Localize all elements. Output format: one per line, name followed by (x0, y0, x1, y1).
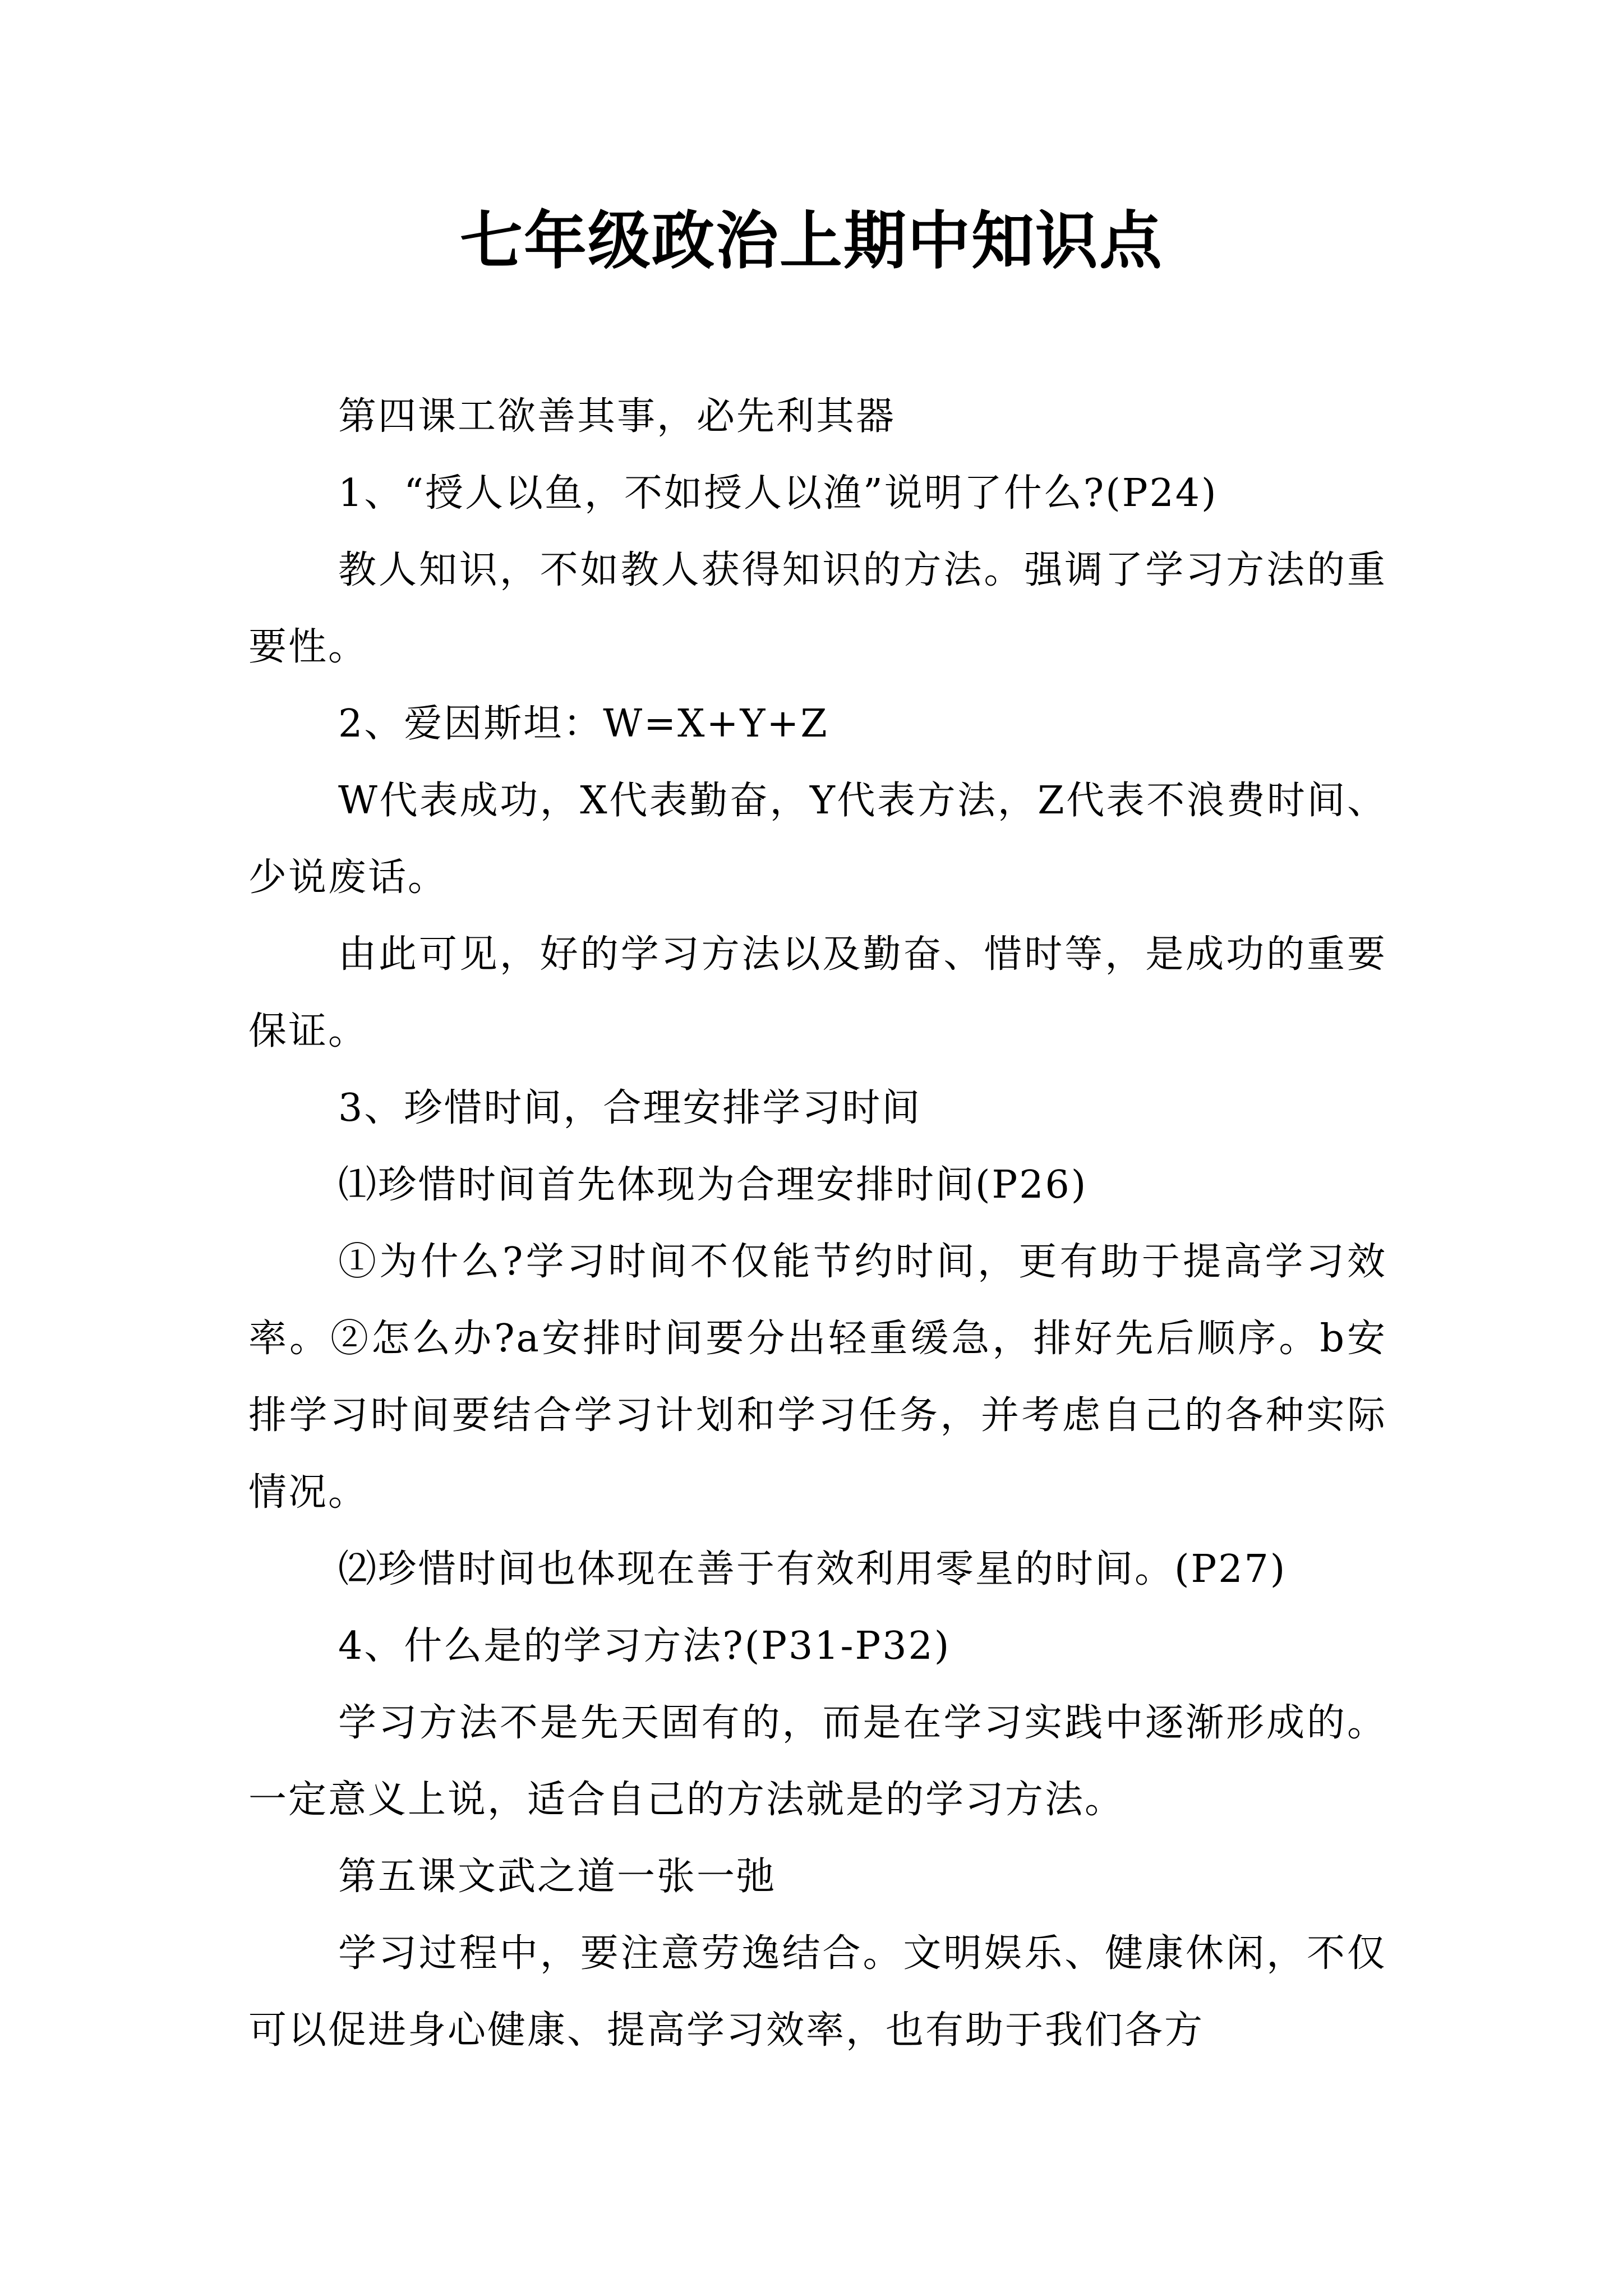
answer-paragraph: 学习过程中，要注意劳逸结合。文明娱乐、健康休闲，不仅可以促进身心健康、提高学习效率，也有助于我们各方 (248, 1931, 1387, 2053)
document-body (248, 378, 1387, 2069)
document-title: 七年级政治上期中知识点 (460, 204, 1163, 278)
sub-point-paragraph: ⑴珍惜时间首先体现为合理安排时间(P26) (338, 1163, 1088, 1207)
answer-paragraph: 学习方法不是先天固有的，而是在学习实践中逐渐形成的。一定意义上说，适合自己的方法就是的学习方法。 (248, 1701, 1387, 1822)
sub-point-paragraph: ⑵珍惜时间也体现在善于有效利用零星的时间。(P27) (338, 1547, 1287, 1591)
question-paragraph: 3、珍惜时间，合理安排学习时间 (338, 1086, 922, 1130)
question-paragraph: 1、“授人以鱼，不如授人以渔”说明了什么?(P24) (338, 471, 1218, 516)
answer-paragraph: W代表成功，X代表勤奋，Y代表方法，Z代表不浪费时间、少说废话。 (248, 779, 1387, 900)
answer-paragraph: ①为什么?学习时间不仅能节约时间，更有助于提高学习效率。②怎么办?a安排时间要分出轻重缓急，排好先后顺序。b安排学习时间要结合学习计划和学习任务，并考虑自己的各种实际情况。 (248, 1240, 1387, 1515)
lesson-heading: 第五课文武之道一张一弛 (338, 1855, 777, 1899)
answer-paragraph: 由此可见，好的学习方法以及勤奋、惜时等，是成功的重要保证。 (248, 932, 1387, 1053)
question-paragraph: 2、爱因斯坦：W=X+Y+Z (338, 702, 829, 746)
question-paragraph: 4、什么是的学习方法?(P31-P32) (338, 1624, 951, 1668)
answer-paragraph: 教人知识，不如教人获得知识的方法。强调了学习方法的重要性。 (248, 548, 1387, 669)
lesson-heading: 第四课工欲善其事，必先利其器 (338, 394, 896, 439)
